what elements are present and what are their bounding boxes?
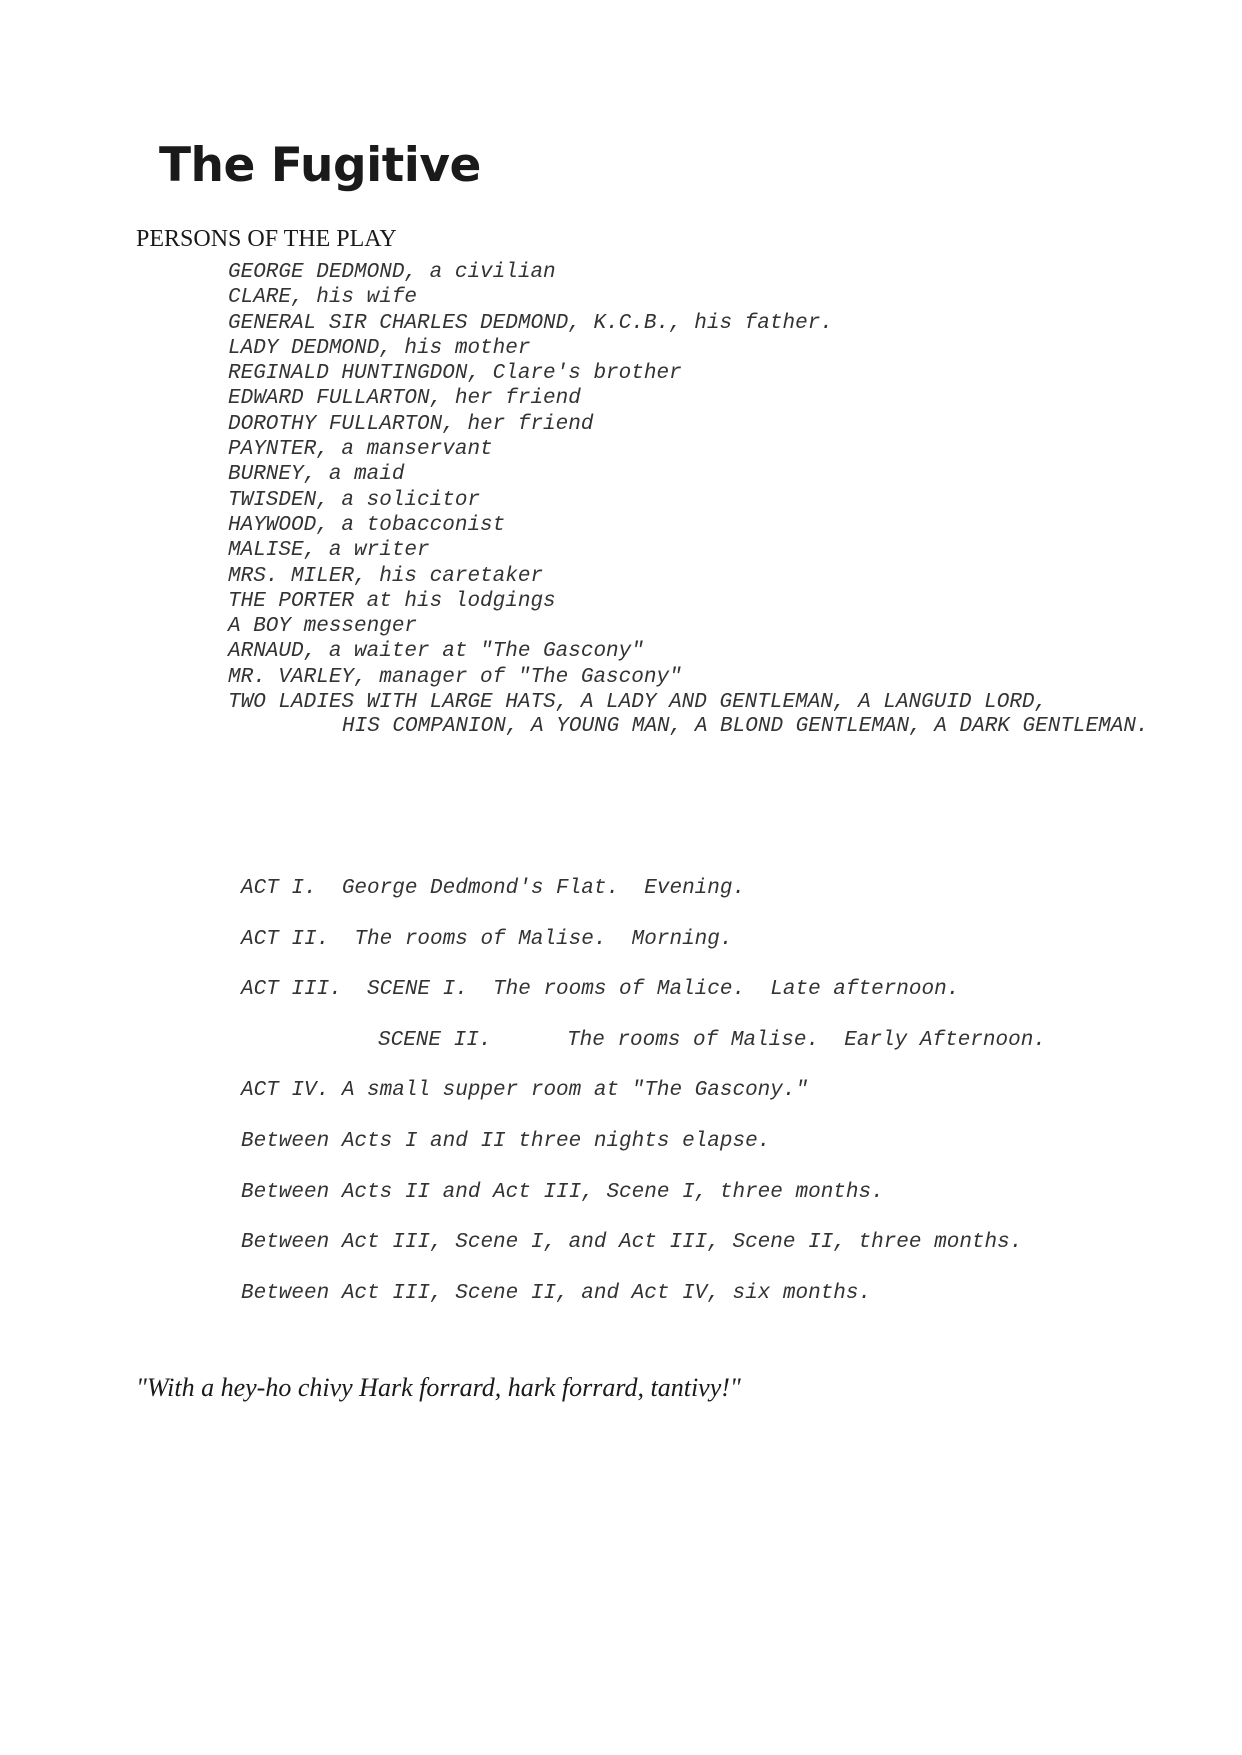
cast-item: GEORGE DEDMOND, a civilian — [228, 261, 556, 284]
cast-item: GENERAL SIR CHARLES DEDMOND, K.C.B., his father. — [228, 311, 833, 335]
cast-item: HAYWOOD, a tobacconist — [228, 513, 506, 537]
act-item: ACT II. The rooms of Malise. Morning. — [241, 927, 733, 951]
act-list — [241, 864, 1046, 1319]
act-item: ACT IV. A small supper room at "The Gascony." — [241, 1079, 809, 1103]
cast-list — [228, 260, 1047, 715]
act-item: Between Acts II and Act III, Scene I, three months. — [241, 1180, 884, 1204]
cast-item: ARNAUD, a waiter at "The Gascony" — [228, 640, 644, 664]
act-item: Between Act III, Scene II, and Act IV, six months. — [241, 1281, 872, 1305]
cast-item: MALISE, a writer — [228, 539, 430, 563]
act-item: SCENE II. The rooms of Malise. Early Afternoon. — [378, 1028, 1046, 1052]
epigraph: "With a hey-ho chivy Hark forrard, hark forrard, tantivy!" — [136, 1373, 741, 1402]
cast-continuation: HIS COMPANION, A YOUNG MAN, A BLOND GENTLEMAN, A DARK GENTLEMAN. — [342, 715, 1149, 738]
cast-item: REGINALD HUNTINGDON, Clare's brother — [228, 362, 682, 386]
cast-item: THE PORTER at his lodgings — [228, 589, 556, 613]
cast-item: MRS. MILER, his caretaker — [228, 564, 544, 588]
cast-item: CLARE, his wife — [228, 286, 418, 310]
cast-item: BURNEY, a maid — [228, 463, 405, 487]
act-item: Between Acts I and II three nights elapse. — [241, 1129, 771, 1153]
cast-item: TWISDEN, a solicitor — [228, 488, 481, 512]
cast-item: PAYNTER, a manservant — [228, 438, 493, 462]
cast-item: DOROTHY FULLARTON, her friend — [228, 412, 594, 436]
act-item: ACT I. George Dedmond's Flat. Evening. — [241, 877, 746, 900]
persons-heading: PERSONS OF THE PLAY — [136, 226, 397, 252]
page-title: The Fugitive — [159, 138, 481, 193]
cast-item: MR. VARLEY, manager of "The Gascony" — [228, 665, 682, 689]
act-item: Between Act III, Scene I, and Act III, Scene II, three months. — [241, 1231, 1023, 1255]
cast-item: TWO LADIES WITH LARGE HATS, A LADY AND GENTLEMAN, A LANGUID LORD, — [228, 691, 1048, 715]
cast-item: LADY DEDMOND, his mother — [228, 336, 531, 360]
cast-item: A BOY messenger — [228, 615, 418, 639]
act-item: ACT III. SCENE I. The rooms of Malice. Late afternoon. — [241, 978, 960, 1002]
cast-item: EDWARD FULLARTON, her friend — [228, 387, 581, 411]
